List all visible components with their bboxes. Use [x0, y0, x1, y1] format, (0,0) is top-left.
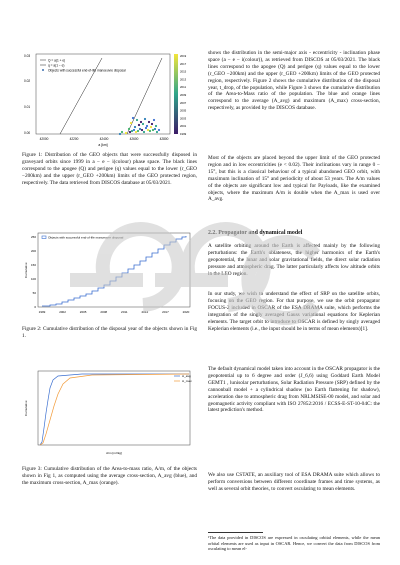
f2-xtick: 2008: [100, 310, 108, 314]
figure-1: [22, 50, 197, 150]
colorbar-tick: 2013: [180, 77, 187, 82]
colorbar-tick: 2009: [180, 93, 187, 97]
scatter-point: [150, 126, 152, 128]
paragraph-dynamical-model: The default dynamical model taken into account in the OSCAR propagator is the geopotential up to 6 degree and order (J_6,6) using Goddard Earth Model GEMT1 , lunisolar perturbations, Solar Radiation Pressure (SRP) defined by the cannonball model + a cylindrical shadow (no Earth flattening for shadow), acceleration due to atmospheric drag from NRLMSISE-00 model, and solar and geomagnetic activity compliant with ISO 27852:2016 / ECSS-E-ST-10-04C: the latest prediction's method.: [208, 366, 380, 414]
legend-entry-objects: Objects with successful end-of-life manoeuvre disposal: [48, 68, 126, 73]
paragraph-objects: Most of the objects are placed beyond the upper limit of the GEO protected region and in low eccentricities (e < 0.02). Their inclinations vary in range 0 − 15°, but this is a classical behaviour of a typical abandoned GEO orbit, with maximum inclination of 15° and periodicity of about 53 years. The A/m values of the objects are significant low and typical for Payloads, like the examined objects, where the maximum A/m is double when the A_max is used over A_avg.: [208, 155, 380, 203]
f2-yticks: [31, 235, 36, 309]
figure-2: [22, 230, 197, 320]
paragraph-perturbations: A satellite orbiting around the Earth is affected mainly by the following perturbations: the Earth's oblateness, the higher harmonics of the Earth's geopotential, the lunar and solar gravitational fields, the direct solar radiation pressure and atmospheric drag. The latter particularly affects low altitude orbits in the LEO region.: [208, 243, 380, 277]
f2-xtick: 2011: [121, 310, 128, 314]
amax-curve: [40, 374, 189, 445]
colorbar-ticks: [180, 54, 187, 136]
f1-xtick: 42600: [129, 137, 139, 141]
f2-xtick: 2002: [59, 310, 66, 314]
perigee-line: [127, 58, 162, 134]
figure-3: [22, 368, 197, 458]
legend-entry-aavg: A_avg: [182, 374, 191, 379]
scatter-point: [121, 131, 123, 133]
figure-2-cumulative-line: [42, 236, 186, 306]
f2-ytick: 200: [30, 249, 36, 253]
section-heading: 2.2. Propagator and dynamical model: [208, 230, 303, 236]
scatter-point: [143, 131, 145, 133]
f1-xtick: 42400: [99, 137, 109, 141]
footnote: ¹The data provided in DISCOS are expressed in osculating orbital elements, while the mean orbital elements are used as input in OSCAR. Hence, we convert the data from DISCOS from osculating to mean el-: [208, 535, 380, 552]
f2-ytick: 100: [30, 277, 36, 281]
scatter-point: [152, 129, 154, 131]
scatter-point: [125, 132, 127, 134]
scatter-point: [131, 130, 133, 132]
f2-ytick: 250: [30, 235, 36, 239]
scatter-point: [133, 129, 135, 131]
scatter-point: [155, 125, 157, 127]
paragraph-cstate: We also use CSTATE, an auxiliary tool of ESA DRAMA suite which allows to perform conversions between different coordinate frames and time systems, as well as several orbit theories, to convert osculating to mean elements.: [208, 472, 380, 492]
legend-entry-perigee: q = a(1 − e): [48, 63, 65, 68]
figure-1-legend: [40, 59, 126, 73]
colorbar-tick: 1999: [180, 132, 187, 136]
scatter-point: [153, 119, 155, 121]
legend-entry-amax: A_max: [182, 379, 192, 384]
scatter-point: [141, 129, 143, 131]
f2-ytick: 50: [32, 291, 36, 295]
figure-2-plot: [22, 230, 197, 320]
f2-xtick: 1999: [38, 310, 46, 314]
f2-xtick: 2014: [141, 310, 149, 314]
footnote-rule: [208, 532, 263, 533]
scatter-point: [138, 124, 140, 126]
scatter-point: [128, 128, 130, 130]
scatter-point: [139, 128, 141, 130]
figure-2-caption: Figure 2: Cumulative distribution of the disposal year of the objects shown in Fig 1.: [22, 326, 197, 339]
paragraph-srp-study: In our study, we wish to understand the effect of SRP on the satellite orbits, focusing on the GEO region. For that purpose, we use the orbit propagator FOCUS-2 included in OSCAR of the ESA DRAMA suite, which performs the integration of the singly averaged Gauss variational equations for Keplerian elements. The target orbit to introduce to OSCAR is defined by singly averaged Keplerian elements (i.e., the input should be in terms of mean elements)[1].: [208, 291, 380, 332]
f2-ylabel: Cumulative: [24, 262, 28, 278]
f2-xticks: [39, 310, 190, 314]
f2-ytick: 0: [34, 305, 36, 309]
f1-xtick: 42800: [159, 137, 169, 141]
f1-ytick: 0.03: [24, 54, 31, 58]
scatter-point: [148, 121, 150, 123]
scatter-point: [149, 130, 151, 132]
scatter-point: [132, 117, 134, 119]
scatter-point: [142, 123, 144, 125]
f1-ytick: 0.02: [24, 79, 31, 83]
figure-1-plot: [22, 50, 197, 150]
scatter-point: [147, 129, 149, 131]
colorbar-tick: 2019: [180, 54, 187, 58]
colorbar-tick: 2015: [180, 69, 187, 74]
f1-xtick: 42000: [39, 137, 49, 141]
scatter-point: [145, 127, 147, 129]
colorbar-tick: 2001: [180, 124, 187, 129]
colorbar-tick: 2005: [180, 108, 187, 113]
legend-entry-apogee: Q = a(1 + e): [48, 58, 66, 63]
f3-xlabel: A/m [m²/kg]: [106, 451, 122, 455]
scatter-point: [156, 131, 158, 133]
scatter-point: [136, 119, 138, 121]
f1-xlabel: a [km]: [98, 143, 108, 147]
figure-1-points: [119, 117, 160, 135]
scatter-point: [135, 131, 137, 133]
scatter-point: [134, 126, 136, 128]
f1-ytick: 0.01: [24, 105, 31, 109]
paragraph-distribution: shows the distribution in the semi-major axis - eccentricity - inclination phase space (a − e − i(colour)), as retrieved from DISCOS at 05/03/2021. The black lines correspond to the apogee (Q) and perigee (q) values equal to the lower (r_GEO −200km) and the upper (r_GEO +200km) limits of the GEO protected region, respectively. Figure 2 shows the cumulative distribution of the disposal year, t_drop, of the population, while Figure 3 shows the cumulative distribution of the Area-to-Mass ratio of the population. The blue and orange lines correspond to the average (A_avg) and maximum (A_max) cross-section, respectively, as provided by the DISCOS database.: [208, 50, 380, 112]
f2-xtick: 2017: [162, 310, 169, 314]
colorbar-tick: 2011: [180, 85, 187, 90]
f2-ytick: 150: [30, 263, 36, 267]
f2-xtick: 2020: [182, 310, 190, 314]
f1-ytick: 0.00: [24, 131, 31, 135]
scatter-point: [119, 133, 121, 135]
scatter-point: [151, 123, 153, 125]
scatter-point: [158, 129, 160, 131]
scatter-point: [129, 131, 131, 133]
figure-3-caption: Figure 3: Cumulative distribution of the Area-to-mass ratio, A/m, of the objects shown in Fig 1, as computed using the average cross-section, A_avg (blue), and the maximum cross-section, A_max (orange).: [22, 466, 197, 486]
scatter-point: [130, 122, 132, 124]
colorbar-tick: 2003: [180, 116, 187, 121]
figure-2-legend: Objects with successful end-of-life manoeuvre disposal: [48, 235, 124, 240]
colorbar-tick: 2017: [180, 61, 187, 66]
figure-1-colorbar: [174, 54, 178, 134]
f2-xtick: 2005: [79, 310, 87, 314]
figure-1-caption: Figure 1: Distribution of the GEO objects that were successfully disposed in graveyard orbits since 1999 in a − e − i(colour) phase space. The black lines correspond to the apogee (Q) and perigee (q) values equal to the lower (r_GEO −200km) and the upper (r_GEO +200km) limits of the GEO protected region, respectively. The data retrieved from DISCOS database at 05/03/2021.: [22, 152, 197, 186]
f1-xtick: 42200: [69, 137, 79, 141]
scatter-point: [154, 128, 156, 130]
scatter-point: [146, 125, 148, 127]
figure-3-plot: [22, 368, 197, 458]
scatter-point: [140, 121, 142, 123]
colorbar-tick: 2007: [180, 100, 187, 105]
scatter-point: [144, 118, 146, 120]
f3-ylabel: Cumulative: [24, 400, 28, 416]
scatter-point: [137, 130, 139, 132]
